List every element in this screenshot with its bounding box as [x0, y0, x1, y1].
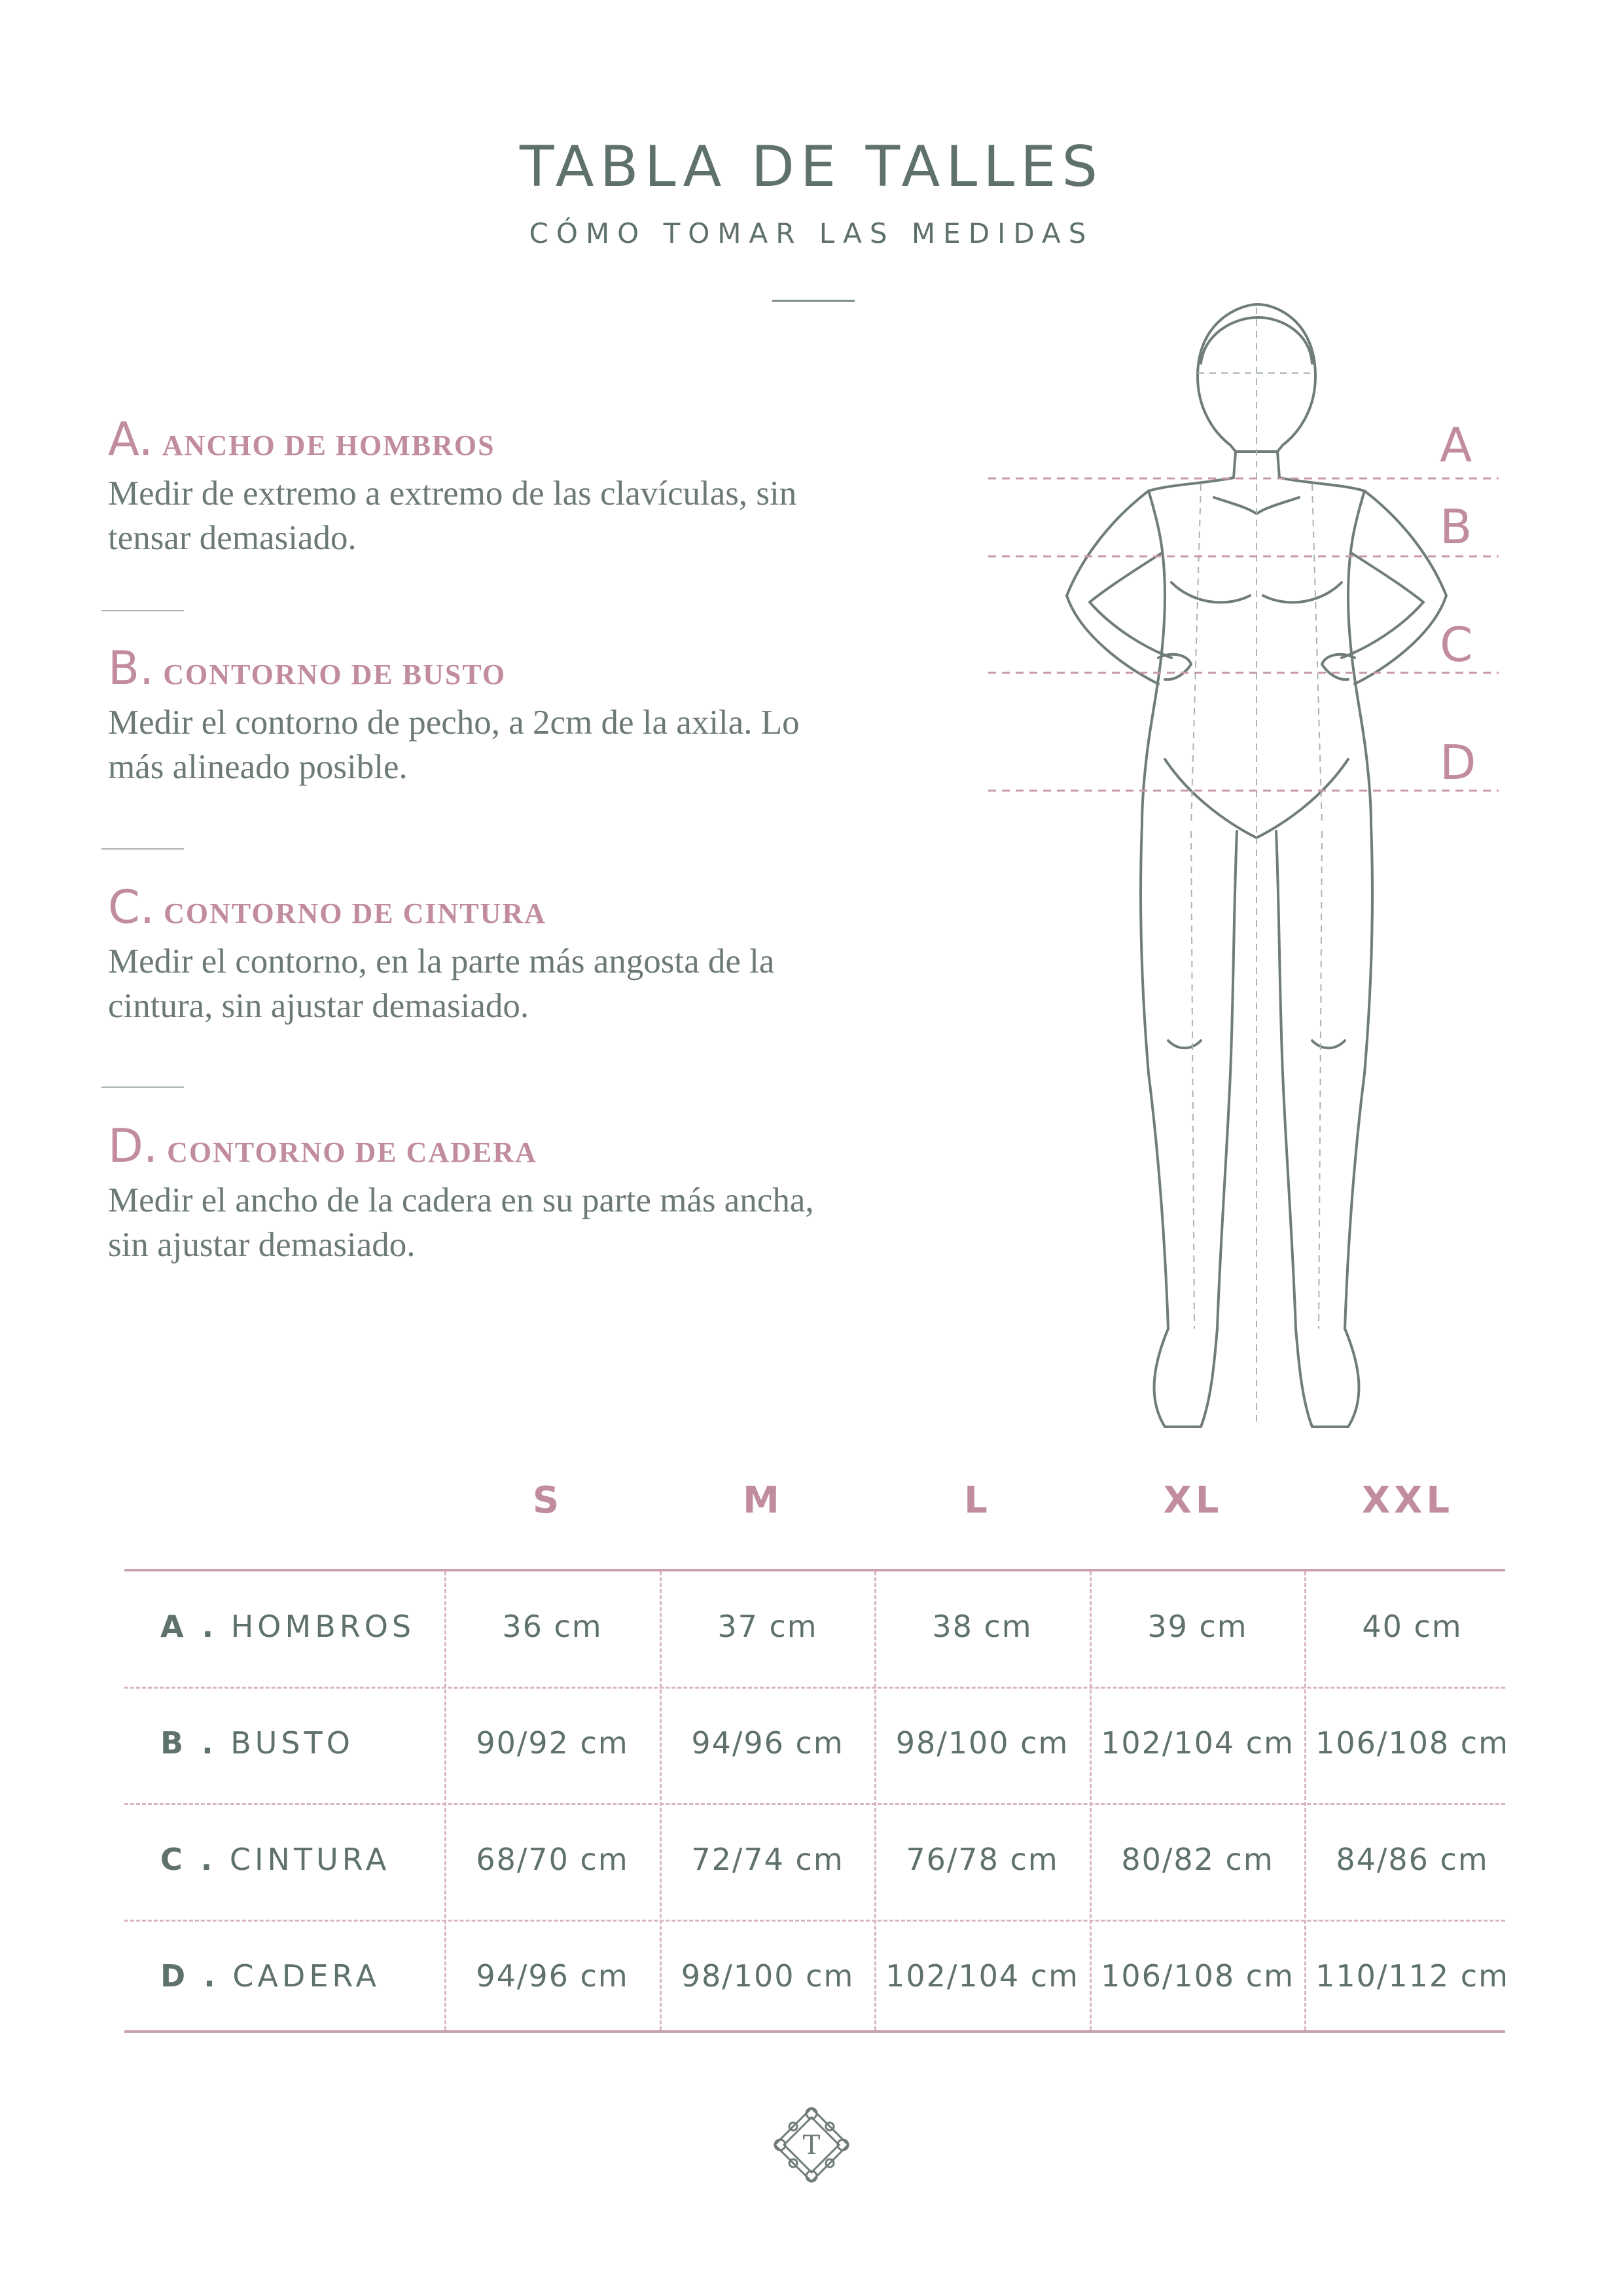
- table-cell: 106/108 cm: [1101, 1958, 1294, 1994]
- instruction-letter: A.: [108, 412, 153, 466]
- table-cell: 76/78 cm: [906, 1842, 1059, 1877]
- instruction-b: [108, 641, 847, 789]
- instruction-c: [108, 880, 847, 1028]
- instruction-text: Medir el contorno de pecho, a 2cm de la axila. Lo más alineado posible.: [108, 704, 800, 786]
- column-header-xxl: XXL: [1361, 1479, 1454, 1522]
- row-divider: [124, 1687, 1505, 1689]
- table-cell: 98/100 cm: [895, 1725, 1069, 1761]
- table-cell: 102/104 cm: [885, 1958, 1079, 1994]
- instruction-divider: [101, 1086, 184, 1088]
- row-divider: [124, 1920, 1505, 1922]
- instruction-label: ANCHO DE HOMBROS: [162, 429, 495, 461]
- page-title: TABLA DE TALLES: [519, 134, 1104, 200]
- instruction-divider: [101, 848, 184, 850]
- figure-marker-d: D: [1440, 735, 1476, 790]
- instruction-text: Medir de extremo a extremo de las clavículas, sin tensar demasiado.: [108, 475, 797, 557]
- figure-marker-a: A: [1440, 418, 1472, 473]
- row-label-cintura: C . CINTURA: [160, 1842, 391, 1877]
- logo-letter: T: [802, 2130, 821, 2161]
- table-cell: 90/92 cm: [476, 1725, 629, 1761]
- row-label-hombros: A . HOMBROS: [160, 1609, 416, 1644]
- table-cell: 38 cm: [932, 1609, 1033, 1644]
- row-divider: [124, 1803, 1505, 1805]
- instruction-label: CONTORNO DE CADERA: [167, 1136, 537, 1168]
- instruction-label: CONTORNO DE CINTURA: [164, 897, 546, 929]
- row-label-cadera: D . CADERA: [160, 1958, 380, 1994]
- figure-marker-b: B: [1440, 499, 1472, 554]
- table-cell: 72/74 cm: [691, 1842, 844, 1877]
- table-bottom-rule: [124, 2030, 1505, 2033]
- column-header-l: L: [964, 1479, 991, 1522]
- title-divider: [772, 300, 855, 302]
- table-top-rule: [124, 1569, 1505, 1571]
- table-cell: 94/96 cm: [691, 1725, 844, 1761]
- table-cell: 84/86 cm: [1336, 1842, 1489, 1877]
- table-cell: 106/108 cm: [1315, 1725, 1509, 1761]
- body-figure-illustration: [975, 288, 1499, 1453]
- brand-logo-icon: [771, 2104, 852, 2185]
- table-cell: 40 cm: [1362, 1609, 1463, 1644]
- table-cell: 98/100 cm: [681, 1958, 855, 1994]
- table-cell: 68/70 cm: [476, 1842, 629, 1877]
- column-header-xl: XL: [1163, 1479, 1223, 1522]
- table-cell: 102/104 cm: [1101, 1725, 1294, 1761]
- figure-marker-c: C: [1440, 617, 1473, 672]
- instruction-label: CONTORNO DE BUSTO: [163, 658, 507, 691]
- instruction-text: Medir el ancho de la cadera en su parte más ancha, sin ajustar demasiado.: [108, 1181, 814, 1264]
- instruction-letter: B.: [108, 641, 154, 695]
- table-cell: 36 cm: [502, 1609, 603, 1644]
- table-cell: 110/112 cm: [1315, 1958, 1509, 1994]
- column-header-s: S: [532, 1479, 563, 1522]
- table-cell: 94/96 cm: [476, 1958, 629, 1994]
- instruction-letter: D.: [108, 1119, 158, 1173]
- instruction-text: Medir el contorno, en la parte más angosta de la cintura, sin ajustar demasiado.: [108, 942, 775, 1025]
- table-cell: 37 cm: [717, 1609, 818, 1644]
- table-cell: 39 cm: [1147, 1609, 1248, 1644]
- column-header-m: M: [743, 1479, 783, 1522]
- instruction-letter: C.: [108, 880, 155, 934]
- instruction-d: [108, 1119, 847, 1267]
- instruction-a: [108, 412, 847, 560]
- table-cell: 80/82 cm: [1121, 1842, 1274, 1877]
- page-subtitle: CÓMO TOMAR LAS MEDIDAS: [529, 217, 1094, 249]
- row-label-busto: B . BUSTO: [160, 1725, 354, 1761]
- instruction-divider: [101, 610, 184, 611]
